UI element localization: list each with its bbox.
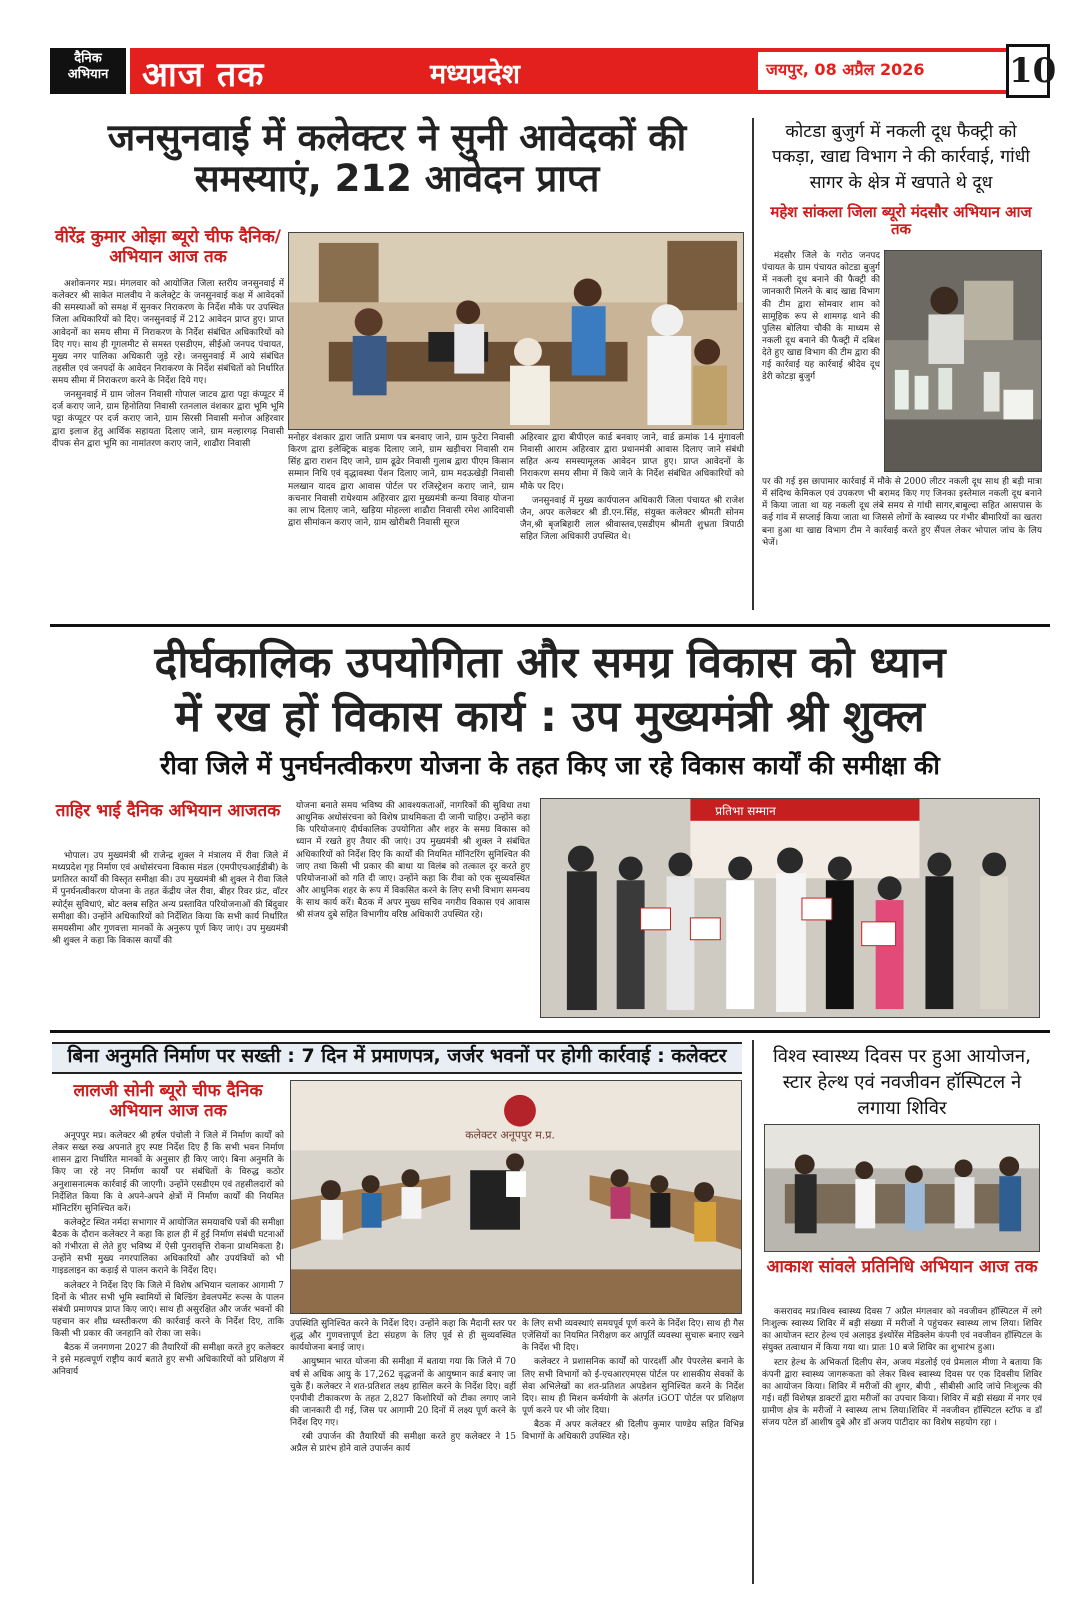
story4-para8: के लिए सभी व्यवस्थाएं समयपूर्व पूर्ण करने के निर्देश दिए। साथ ही गैस एजेंसियों का नियमित निरीक्षण कर आपूर्ति व्यवस्था सुचारू बनाए रखने के निर्देश भी दिए। [522, 1319, 744, 1354]
story3-subhead: रीवा जिले में पुनर्घनत्वीकरण योजना के तहत किए जा रहे विकास कार्यों की समीक्षा की [160, 751, 940, 780]
story3-headline-line1: दीर्घकालिक उपयोगिता और समग्र विकास को ध्यान [154, 638, 946, 688]
photo-banner-text: प्रतिभा सम्मान [715, 803, 776, 818]
story2-para2: पर की गई इस छापामार कार्रवाई में मौके से 2000 लीटर नकली दूध साथ ही बड़ी मात्रा में संदिग्ध केमिकल एवं उपकरण भी बरामद किए गए जिनका इस्तेमाल नकली दूध बनाने में किया जाता था यह नकली दूध लंबे समय से गांधी सागर,बाबुल्दा सहित आसपास के कई गांव में सप्लाई किया जाता था जिससे लोगों के स्वास्थ्य पर गंभीर बीमारियों का खतरा बना हुआ था खाद्य विभाग टीम ने कार्रवाई करते हुए सैंपल लेकर भोपाल जांच के लिय भेजें। [762, 477, 1042, 548]
section-title: मध्यप्रदेश [430, 59, 521, 90]
page-number: 10 [1006, 44, 1050, 98]
photo-wall-text: कलेक्टर अनूपपुर म.प्र. [465, 1128, 555, 1142]
story1-headline: जनसुनवाई में कलेक्टर ने सुनी आवेदकों की समस्याएं, 212 आवेदन प्राप्त [107, 116, 687, 200]
story3-headline-line2: में रख हों विकास कार्य : उप मुख्यमंत्री श्री शुक्ल [175, 692, 925, 742]
story3-para2: योजना बनाते समय भविष्य की आवश्यकताओं, नागरिकों की सुविधा तथा आधुनिक अधोसंरचना को विशेष प्राथमिकता दी जानी चाहिए। उन्होंने कहा कि परियोजनाएं दीर्घकालिक उपयोगिता और शहर के समग्र विकास को ध्यान में रखते हुए तैयार की जाएं। उप मुख्यमंत्री श्री शुक्ल ने संबंधित अधिकारियों को निर्देश दिए कि कार्यों की नियमित मॉनिटरिंग सुनिश्चित की जाए तथा किसी भी प्रकार की बाधा या विलंब को तत्काल दूर करते हुए परियोजनाओं को गति दी जाए। उन्होंने कहा कि रीवा को एक सुव्यवस्थित और आधुनिक शहर के रूप में विकसित करने के लिए सभी विभाग समन्वय के साथ कार्य करें। बैठक में अपर मुख्य सचिव नगरीय विकास एवं आवास श्री संजय दुबे सहित विभागीय वरिष्ठ अधिकारी उपस्थित रहे। [296, 801, 530, 921]
paper-name: आज तक [142, 55, 265, 95]
award-ceremony-photo [541, 799, 1039, 1017]
health-camp-photo [765, 1125, 1039, 1251]
hearing-room-photo [289, 233, 743, 429]
column-divider-2 [752, 1040, 754, 1584]
story4-para10: बैठक में अपर कलेक्टर श्री दिलीप कुमार पाण्डेय सहित विभिन्न विभागों के अधिकारी उपस्थित रहे। [522, 1420, 744, 1443]
story2-photo [884, 250, 1042, 472]
story4-para2: कलेक्ट्रेट स्थित नर्मदा सभागार में आयोजित समयावधि पत्रों की समीक्षा बैठक के दौरान कलेक्टर ने कहा कि हाल ही में हुई निर्माण संबंधी घटनाओं को गंभीरता से लेते हुए भविष्य में ऐसी पुनरावृत्ति रोकना प्राथमिकता है। उन्होंने सभी मुख्य नगरपालिका अधिकारियों और उपयंत्रियों को भी गाइडलाइन का कड़ाई से पालन कराने के निर्देश दिए। [52, 1217, 284, 1277]
story4-para1: अनूपपुर मप्र। कलेक्टर श्री हर्षल पंचोली ने जिले में निर्माण कार्यों को लेकर सख्त रुख अपनाते हुए स्पष्ट निर्देश दिए हैं कि सभी भवन निर्माण शासन द्वारा निर्धारित मानकों के अनुसार ही किए जाएं। बिना अनुमति के किए जा रहे नए निर्माण कार्यों पर संबंधितों के विरुद्ध कठोर अनुशासनात्मक कार्रवाई की जाएगी। उन्होंने एसडीएम एवं तहसीलदारों को निर्देशित किया कि वे अपने-अपने क्षेत्रों में निर्माण कार्यों की नियमित मॉनिटरिंग सुनिश्चित करें। [52, 1131, 284, 1214]
story2-byline: महेश सांकला जिला ब्यूरो मंदसौर अभियान आज तक [770, 203, 1032, 239]
story1-para1: अशोकनगर मप्र। मंगलवार को आयोजित जिला स्तरीय जनसुनवाई में कलेक्टर श्री साकेत मालवीय ने कलेक्ट्रेट के जनसुनवाई कक्ष में आवेदकों की समस्याओं को समक्ष में सुनकर निराकरण के निर्देश मौके पर उपस्थित जिला अधिकारियों को दिए। जनसुनवाई में 212 आवेदन प्राप्त हुए। प्राप्त आवेदनों का समय सीमा में निराकरण के निर्देश संबंधित अधिकारियों को दिए गए। साथ ही गूगलमीट से समस्त एसडीएम, सीईओ जनपद पंचायत, मुख्य नगर पालिका अधिकारी जुड़े रहे। जनसुनवाई में आये संबंधित तहसील एवं जनपदों के आवेदन निराकरण के निर्देश संबंधितों को निर्धारित समय सीमा में निराकरण करने के निर्देश दिये गए। [52, 279, 284, 386]
story1-byline: वीरेंद्र कुमार ओझा ब्यूरो चीफ दैनिक/ अभियान आज तक [55, 227, 281, 267]
story3-col2 [296, 800, 530, 1018]
story4-photo [290, 1080, 742, 1314]
story4-col3 [522, 1318, 744, 1582]
story3-photo [540, 798, 1040, 1018]
meeting-hall-photo [291, 1081, 741, 1313]
story4-para9: कलेक्टर ने प्रशासनिक कार्यों को पारदर्शी और पेपरलेस बनाने के लिए सभी विभागों को ई-एचआरएमएस पोर्टल पर शासकीय सेवकों के सेवा अभिलेखों का शत-प्रतिशत अपडेशन सुनिश्चित करने के निर्देश दिए। साथ ही मिशन कर्मयोगी के अंतर्गत iGOT पोर्टल पर प्रशिक्षण पूर्ण करने पर भी जोर दिया। [522, 1357, 744, 1416]
story2-col-a [762, 250, 880, 476]
story3-para1: भोपाल। उप मुख्यमंत्री श्री राजेन्द्र शुक्ल ने मंत्रालय में रीवा जिले में मध्यप्रदेश गृह निर्माण एवं अधोसंरचना विकास मंडल (एमपीएचआईडीबी) के प्रगतिरत कार्यों की विस्तृत समीक्षा की। उप मुख्यमंत्री श्री शुक्ल ने रीवा जिले में पुनर्घनत्वीकरण योजना के तहत केंद्रीय जेल रीवा, बीहर रिवर फ्रंट, वॉटर स्पोर्ट्स सुविधाएं, बोट क्लब सहित अन्य प्रस्तावित परियोजनाओं की बिंदुवार समीक्षा की। उन्होंने अधिकारियों को निर्देशित किया कि सभी कार्य निर्धारित समयसीमा और गुणवत्ता मानकों के अनुरूप पूर्ण किए जाएं। उप मुख्यमंत्री श्री शुक्ल ने कहा कि विकास कार्यों की [52, 851, 288, 946]
story4-col2 [290, 1318, 516, 1582]
story2-headline: कोटडा बुजुर्ग में नकली दूध फैक्ट्री को पकड़ा, खाद्य विभाग ने की कार्रवाई, गांधी सागर के क्षेत्र में खपाते थे दूध [772, 122, 1030, 193]
masthead-logo [50, 48, 126, 94]
story5-byline: आकाश सांवले प्रतिनिधि अभियान आज तक [766, 1257, 1038, 1277]
story4-col1 [52, 1130, 284, 1582]
section-rule-1 [50, 624, 1050, 627]
masthead [50, 44, 1057, 100]
story1-col1 [52, 278, 284, 608]
story4-para6: आयुष्मान भारत योजना की समीक्षा में बताया गया कि जिले में 70 वर्ष से अधिक आयु के 17,262 वृद्धजनों के आयुष्मान कार्ड बनाए जा चुके हैं। कलेक्टर ने शत-प्रतिशत लक्ष्य हासिल करने के निर्देश दिए। वहीं एनपीवी टीकाकरण के तहत 2,827 किशोरियों को टीका लगाए जाने की जानकारी दी गई, जिस पर आगामी 20 दिनों में लक्ष्य पूर्ण करने के निर्देश दिए गए। [290, 1357, 516, 1428]
logo-line2: अभियान [67, 67, 109, 83]
story5-para1: कसरावद मप्र।विश्व स्वास्थ्य दिवस 7 अप्रैल मंगलवार को नवजीवन हॉस्पिटल में लगे निःशुल्क स्वास्थ्य शिविर में बड़ी संख्या में मरीजों ने पहुंचकर स्वास्थ्य लाभ लिया। शिविर का आयोजन स्टार हेल्थ एवं अलाइड इंश्योरेंस मेडिक्लेम कंपनी एवं नवजीवन हॉस्पिटल के संयुक्त तत्वाधान में किया गया था। प्रातः 10 बजे शिविर का शुभारंभ हुआ। [762, 1307, 1042, 1354]
story4-para5: उपस्थिति सुनिश्चित करने के निर्देश दिए। उन्होंने कहा कि मैदानी स्तर पर शुद्ध और गुणवत्तापूर्ण डेटा संग्रहण के लिए पूर्व से ही सुव्यवस्थित कार्ययोजना बनाई जाए। [290, 1319, 516, 1354]
story2-col-b [762, 476, 1042, 608]
story5-para2: स्टार हेल्थ के अभिकर्ता दिलीप सेन, अजय मंडलोई एवं प्रेमलाल मीणा ने बताया कि कंपनी द्वारा स्वास्थ्य जागरूकता को लेकर विश्व स्वास्थ्य दिवस पर एक दिवसीय शिविर का आयोजन किया। शिविर में मरीजों की शुगर, बीपी , सीबीसी आदि जांचे निःशुल्क की गई। वहीं विशेषज्ञ डाक्टरों द्वारा मरीजों का उपचार किया। शिविर में बड़ी संख्या में नगर एवं ग्रामीण क्षेत्र के मरीजों ने स्वास्थ्य लाभ लिया।शिविर में नवजीवन हॉस्पिटल स्टॉफ व डॉ संजय पटेल डॉ आशीष दुबे और डॉ अजय पाटीदार का विशेष सहयोग रहा । [762, 1357, 1042, 1429]
issue-date: जयपुर, 08 अप्रैल 2026 [766, 60, 925, 79]
logo-line1: दैनिक [74, 51, 102, 66]
milk-factory-photo [885, 251, 1041, 471]
story1-para3: मनोहर वंशकार द्वारा जाति प्रमाण पत्र बनवाए जाने, ग्राम फुटेरा निवासी किरण द्वारा इलेक्ट्रिक बाइक दिलाए जाने, ग्राम खड़ीचरा निवासी राम सिंह द्वारा राशन दिए जाने, ग्राम ढूढेर निवासी गुलाब द्वारा पीएम किसान सम्मान निधि एवं वृद्धावस्था पेंशन दिलाए जाने, ग्राम मदऊखेड़ी निवासी मलखान यादव द्वारा आवास पोर्टल पर रजिस्ट्रेशन कराए जाने, ग्राम कचनार निवासी राधेश्याम अहिरवार द्वारा मुख्यमंत्री कन्या विवाह योजना का लाभ दिलाए जाने, खड़िया मोहल्ला शाढौरा निवासी रमेश आदिवासी द्वारा सीमांकन कराए जाने, ग्राम खोरीबरी निवासी सूरज [288, 433, 514, 528]
story1-para2: जनसुनवाई में ग्राम जोलन निवासी गोपाल जाटव द्वारा पट्टा कंप्यूटर में दर्ज कराए जाने, ग्राम हिनोतिया निवासी रतनलाल वंशकार द्वारा भूमि भूमि पट्टा कंप्यूटर पर दर्ज कराए जाने, ग्राम सिरसी निवासी मनोज अहिरवार द्वारा इलाज हेतु आर्थिक सहायता दिलाए जाने, ग्राम मल्हारगढ़ निवासी दीपक सेन द्वारा भूमि का नामांतरण कराए जाने, शाढौरा निवासी [52, 390, 284, 449]
story4-headline: बिना अनुमति निर्माण पर सख्ती : 7 दिन में प्रमाणपत्र, जर्जर भवनों पर होगी कार्रवाई : कलेक्टर [67, 1045, 727, 1067]
story4-para3: कलेक्टर ने निर्देश दिए कि जिले में विशेष अभियान चलाकर आगामी 7 दिनों के भीतर सभी भूमि स्वामियों से बिल्डिंग डेवलपमेंट रूल्स के पालन संबंधी प्रमाणपत्र प्राप्त किए जाएं। साथ ही असुरक्षित और जर्जर भवनों की पहचान कर शीघ्र ध्वस्तीकरण की कार्रवाई करने के निर्देश दिए, ताकि किसी भी प्रकार की जनहानि को रोका जा सके। [52, 1280, 284, 1339]
story4-para7: रबी उपार्जन की तैयारियों की समीक्षा करते हुए कलेक्टर ने 15 अप्रैल से प्रारंभ होने वाले उपार्जन कार्य [290, 1432, 516, 1455]
story5-body [762, 1306, 1042, 1582]
story1-photo [288, 232, 744, 430]
section-rule-2 [50, 1030, 1050, 1033]
story5-photo [764, 1124, 1040, 1252]
story4-byline: लालजी सोनी ब्यूरो चीफ दैनिक अभियान आज तक [73, 1081, 263, 1121]
story1-col3 [520, 432, 744, 608]
story1-para4: अहिरवार द्वारा बीपीएल कार्ड बनवाए जाने, वार्ड क्रमांक 14 मुंगावली निवासी आराम अहिरवार द्वारा प्रधानमंत्री आवास दिलाए जाने संबंधी सहित अन्य समस्यामूलक आवेदन प्राप्त हुए। प्राप्त आवेदनों के निराकरण समय सीमा में किये जाने के निर्देश संबंधित अधिकारियों को मौके पर दिए। [520, 433, 744, 492]
story3-byline: ताहिर भाई दैनिक अभियान आजतक [55, 801, 281, 821]
story5-headline: विश्व स्वास्थ्य दिवस पर हुआ आयोजन, स्टार हेल्थ एवं नवजीवन हॉस्पिटल ने लगाया शिविर [772, 1046, 1032, 1119]
story1-para5: जनसुनवाई में मुख्य कार्यपालन अधिकारी जिला पंचायत श्री राजेश जैन, अपर कलेक्टर श्री डी.एन.सिंह, संयुक्त कलेक्टर श्रीमती सोनम जैन,श्री बृजबिहारी लाल श्रीवास्तव,एसडीएम श्रीमती शुभ्रता त्रिपाठी सहित जिला अधिकारी उपस्थित थे। [520, 495, 744, 542]
story2-para1: मंदसौर जिले के गरोठ जनपद पंचायत के ग्राम पंचायत कोटडा बुजुर्ग में नकली दूध बनाने की फैक्ट्री की जानकारी मिलने के बाद खाद्य विभाग की टीम द्वारा सोमवार शाम को सामूहिक रूप से शामगढ़ थाने की पुलिस बोलिया चौकी के माध्यम से नकली दूध बनाने की फैक्ट्री में दबिश देते हुए खाद्य विभाग की टीम द्वारा की गई कार्रवाई यह कार्रवाई श्रीदेव दूध डेरी कोटड़ा बुजुर्ग [762, 251, 880, 383]
story4-para4: बैठक में जनगणना 2027 की तैयारियों की समीक्षा करते हुए कलेक्टर ने इसे महत्वपूर्ण राष्ट्रीय कार्य बताते हुए सभी अधिकारियों को प्रशिक्षण में अनिवार्य [52, 1343, 284, 1378]
column-divider [752, 118, 754, 610]
story1-col2 [288, 432, 514, 608]
story3-col1 [52, 850, 288, 1018]
